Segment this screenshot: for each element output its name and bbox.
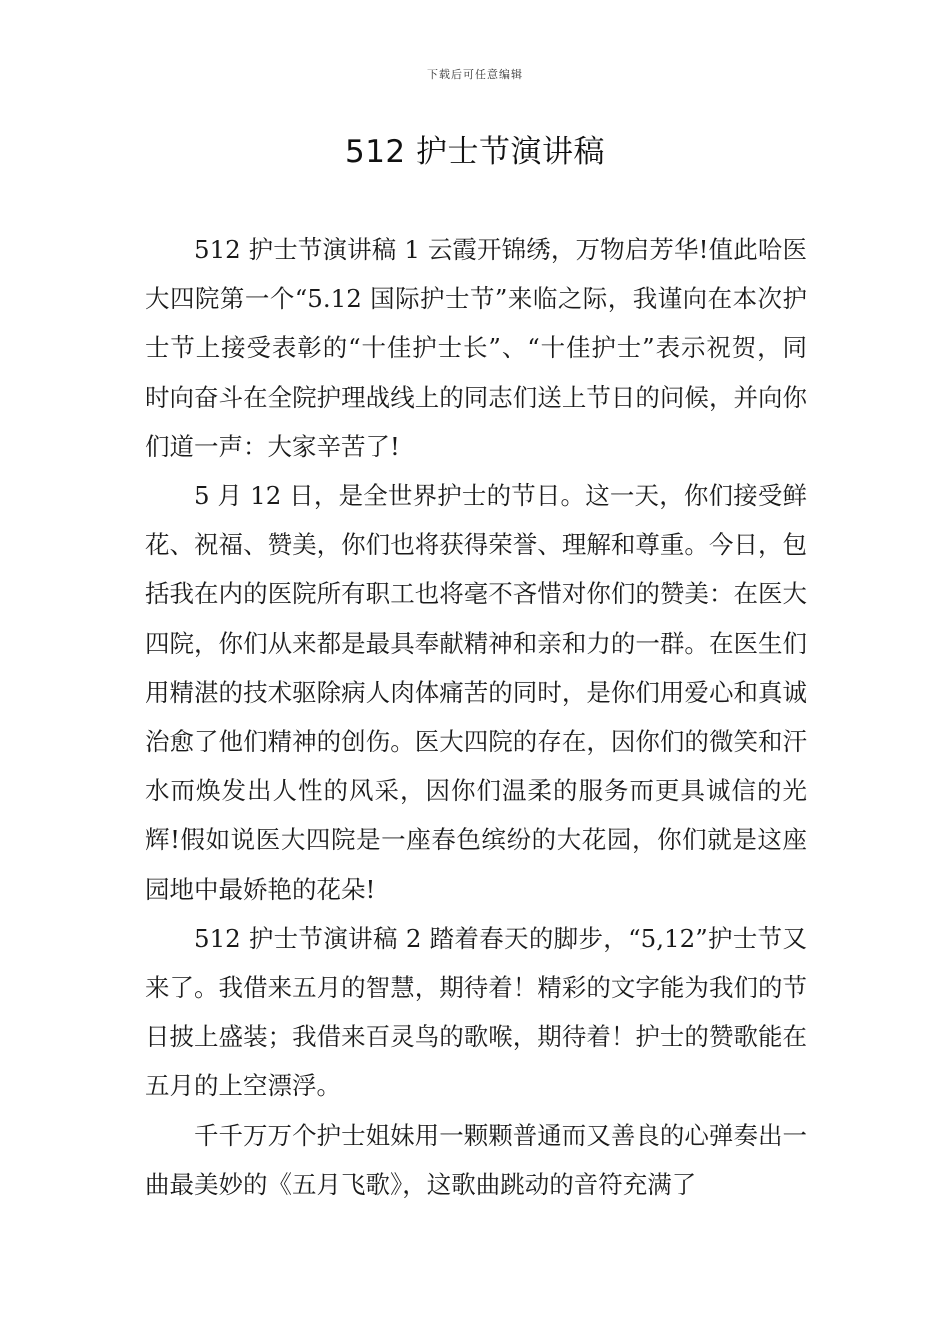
- document-body: [145, 225, 807, 1209]
- paragraph: 512 护士节演讲稿 1 云霞开锦绣，万物启芳华!值此哈医大四院第一个“5.12 国际护士节”来临之际，我谨向在本次护士节上接受表彰的“十佳护士长”、“十佳护士”表示祝贺，同时向奋斗在全院护理战线上的同志们送上节日的问候，并向你们道一声：大家辛苦了!: [145, 235, 807, 461]
- paragraph: 512 护士节演讲稿 2 踏着春天的脚步，“5,12”护士节又来了。我借来五月的智慧，期待着！精彩的文字能为我们的节日披上盛装；我借来百灵鸟的歌喉，期待着！护士的赞歌能在五月的上空漂浮。: [145, 923, 807, 1101]
- paragraph: 5 月 12 日，是全世界护士的节日。这一天，你们接受鲜花、祝福、赞美，你们也将获得荣誉、理解和尊重。今日，包括我在内的医院所有职工也将毫不吝惜对你们的赞美：在医大四院，你们从来都是最具奉献精神和亲和力的一群。在医生们用精湛的技术驱除病人肉体痛苦的同时，是你们用爱心和真诚治愈了他们精神的创伤。医大四院的存在，因你们的微笑和汗水而焕发出人性的风采，因你们温柔的服务而更具诚信的光辉!假如说医大四院是一座春色缤纷的大花园，你们就是这座园地中最娇艳的花朵!: [145, 481, 807, 904]
- document-title: 512 护士节演讲稿: [344, 134, 606, 170]
- paragraph: 千千万万个护士姐妹用一颗颗普通而又善良的心弹奏出一曲最美妙的《五月飞歌》，这歌曲跳动的音符充满了: [145, 1120, 807, 1199]
- header-note: 下载后可任意编辑: [427, 68, 523, 81]
